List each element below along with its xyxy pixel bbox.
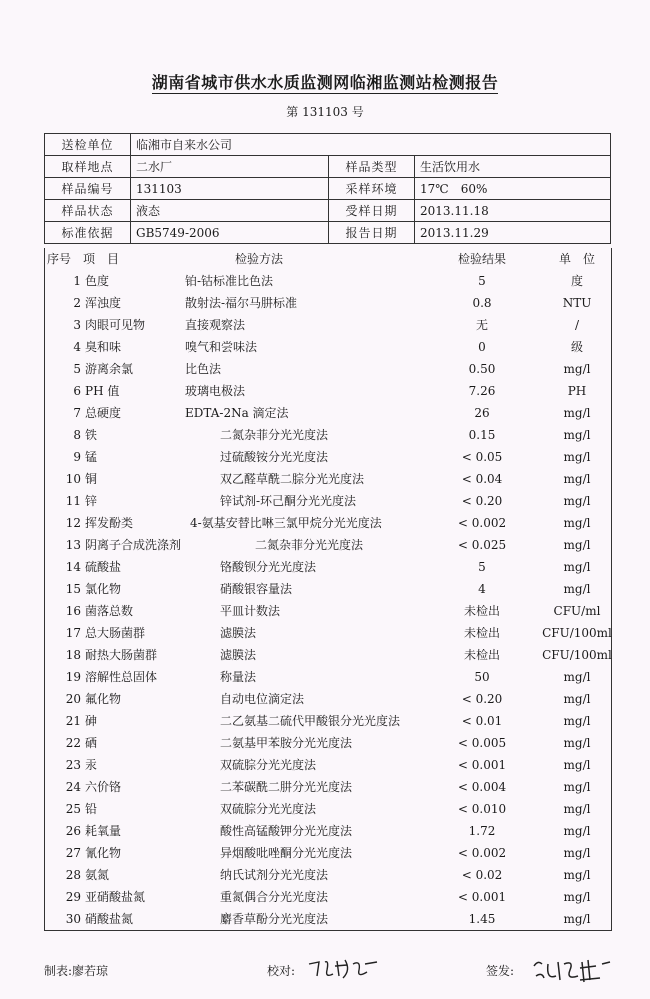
item-number: 22 (65, 736, 81, 750)
item-unit: NTU (562, 296, 592, 310)
item-name: 臭和味 (85, 340, 122, 354)
table-row (45, 798, 611, 820)
header-result: 检验结果 (457, 252, 506, 266)
item-result: 4 (478, 582, 486, 596)
item-number: 17 (65, 626, 81, 640)
item-unit: mg/l (563, 428, 591, 442)
item-number: 13 (65, 538, 81, 552)
item-unit: mg/l (563, 362, 591, 376)
site-label: 取样地点 (45, 156, 131, 178)
item-number: 6 (73, 384, 81, 398)
item-result: < 0.20 (461, 692, 503, 706)
standard-label: 标准依据 (45, 222, 131, 244)
client-label: 送检单位 (45, 134, 131, 156)
item-name: 氟化物 (85, 692, 122, 706)
sample-id-value: 131103 (131, 178, 329, 200)
table-row (45, 578, 611, 600)
item-number: 14 (65, 560, 81, 574)
item-result: 0.15 (468, 428, 496, 442)
item-number: 25 (65, 802, 81, 816)
item-number: 26 (65, 824, 81, 838)
item-unit: mg/l (563, 582, 591, 596)
item-method: 纳氏试剂分光光度法 (220, 868, 329, 882)
header-method: 检验方法 (235, 252, 284, 266)
item-number: 1 (73, 274, 81, 288)
env-value: 17℃ 60% (415, 178, 611, 200)
item-name: 耗氧量 (85, 824, 122, 838)
item-name: 氯化物 (85, 582, 122, 596)
item-name: 挥发酚类 (85, 516, 134, 530)
item-unit: PH (567, 384, 587, 398)
results-table (44, 248, 612, 931)
item-number: 19 (65, 670, 81, 684)
env-label: 采样环境 (329, 178, 415, 200)
item-method: 双硫腙分光光度法 (220, 802, 317, 816)
item-method: 称量法 (220, 670, 257, 684)
table-row (45, 754, 611, 776)
item-result: < 0.02 (461, 868, 503, 882)
item-method: EDTA-2Na 滴定法 (185, 406, 289, 420)
item-unit: CFU/100ml (542, 648, 612, 662)
item-method: 散射法-福尔马肼标准 (185, 296, 298, 310)
sample-type-label: 样品类型 (329, 156, 415, 178)
report-date-label: 报告日期 (329, 222, 415, 244)
table-row (45, 908, 611, 930)
results-header (45, 248, 611, 270)
item-result: 0 (478, 340, 486, 354)
table-row (45, 776, 611, 798)
sample-id-label: 样品编号 (45, 178, 131, 200)
item-name: 汞 (85, 758, 98, 772)
prepared-by: 制表:廖若琼 (44, 964, 109, 978)
item-method: 自动电位滴定法 (220, 692, 305, 706)
item-unit: mg/l (563, 406, 591, 420)
reviewer-signature (305, 956, 385, 982)
item-number: 4 (73, 340, 81, 354)
item-method: 二苯碳酰二肼分光光度法 (220, 780, 353, 794)
item-unit: / (574, 318, 580, 332)
item-name: 色度 (85, 274, 110, 288)
item-method: 二氮杂菲分光光度法 (255, 538, 364, 552)
state-label: 样品状态 (45, 200, 131, 222)
item-method: 直接观察法 (185, 318, 246, 332)
item-method: 异烟酸吡唑酮分光光度法 (220, 846, 353, 860)
item-unit: mg/l (563, 692, 591, 706)
item-number: 3 (73, 318, 81, 332)
item-result: 无 (475, 318, 488, 332)
item-result: < 0.010 (457, 802, 507, 816)
item-method: 二氨基甲苯胺分光光度法 (220, 736, 353, 750)
item-result: 5 (478, 274, 486, 288)
item-result: < 0.004 (457, 780, 507, 794)
item-unit: mg/l (563, 516, 591, 530)
item-result: < 0.04 (461, 472, 503, 486)
item-number: 16 (65, 604, 81, 618)
table-row (45, 292, 611, 314)
item-unit: mg/l (563, 450, 591, 464)
item-result: 未检出 (463, 648, 500, 662)
table-row (45, 446, 611, 468)
item-unit: mg/l (563, 890, 591, 904)
table-row (45, 468, 611, 490)
item-name: 亚硝酸盐氮 (85, 890, 146, 904)
item-number: 20 (65, 692, 81, 706)
item-method: 平皿计数法 (220, 604, 281, 618)
table-row (45, 622, 611, 644)
item-unit: mg/l (563, 714, 591, 728)
item-method: 重氮偶合分光光度法 (220, 890, 329, 904)
item-number: 18 (65, 648, 81, 662)
item-result: < 0.002 (457, 846, 507, 860)
item-method: 滤膜法 (220, 648, 257, 662)
item-unit: mg/l (563, 538, 591, 552)
item-name: 六价铬 (85, 780, 122, 794)
table-row (45, 710, 611, 732)
table-row (45, 842, 611, 864)
table-row (45, 424, 611, 446)
reviewer-label: 校对: (267, 964, 296, 978)
item-number: 29 (65, 890, 81, 904)
item-name: 砷 (85, 714, 98, 728)
item-unit: mg/l (563, 560, 591, 574)
table-row (45, 886, 611, 908)
item-method: 麝香草酚分光光度法 (220, 912, 329, 926)
item-number: 7 (73, 406, 81, 420)
item-name: 铅 (85, 802, 98, 816)
item-number: 21 (65, 714, 81, 728)
sample-info-table (44, 133, 611, 244)
header-unit: 单 位 (558, 252, 595, 266)
item-method: 二乙氨基二硫代甲酸银分光光度法 (220, 714, 401, 728)
item-unit: mg/l (563, 780, 591, 794)
item-method: 硝酸银容量法 (220, 582, 293, 596)
item-result: < 0.001 (457, 758, 507, 772)
item-unit: 级 (570, 340, 583, 354)
item-number: 27 (65, 846, 81, 860)
item-method: 二氮杂菲分光光度法 (220, 428, 329, 442)
item-name: 总大肠菌群 (85, 626, 146, 640)
table-row (45, 534, 611, 556)
item-name: 游离余氯 (85, 362, 134, 376)
item-number: 30 (65, 912, 81, 926)
item-method: 锌试剂-环己酮分光光度法 (220, 494, 357, 508)
approver-signature (530, 956, 616, 986)
item-unit: mg/l (563, 670, 591, 684)
item-method: 嗅气和尝味法 (185, 340, 258, 354)
item-number: 12 (65, 516, 81, 530)
item-unit: mg/l (563, 802, 591, 816)
report-title: 湖南省城市供水水质监测网临湘监测站检测报告 (151, 73, 499, 92)
item-name: 锰 (85, 450, 98, 464)
table-row (45, 820, 611, 842)
item-method: 双硫腙分光光度法 (220, 758, 317, 772)
item-result: < 0.05 (461, 450, 503, 464)
table-row (45, 270, 611, 292)
item-unit: CFU/100ml (542, 626, 612, 640)
item-name: 氨氮 (85, 868, 110, 882)
table-row (45, 600, 611, 622)
item-method: 比色法 (185, 362, 222, 376)
standard-value: GB5749-2006 (131, 222, 329, 244)
item-name: 硫酸盐 (85, 560, 122, 574)
item-number: 24 (65, 780, 81, 794)
item-result: 未检出 (463, 626, 500, 640)
item-number: 23 (65, 758, 81, 772)
item-name: 硝酸盐氮 (85, 912, 134, 926)
item-method: 酸性高锰酸钾分光光度法 (220, 824, 353, 838)
item-method: 玻璃电极法 (185, 384, 246, 398)
item-unit: mg/l (563, 824, 591, 838)
item-unit: mg/l (563, 846, 591, 860)
item-method: 过硫酸铵分光光度法 (220, 450, 329, 464)
item-result: < 0.002 (457, 516, 507, 530)
report-date-value: 2013.11.29 (415, 222, 611, 244)
item-method: 铂-钴标准比色法 (185, 274, 274, 288)
report-number: 第 131103 号 (286, 105, 364, 119)
table-row (45, 732, 611, 754)
item-unit: mg/l (563, 758, 591, 772)
item-result: 7.26 (468, 384, 496, 398)
received-date-value: 2013.11.18 (415, 200, 611, 222)
item-number: 9 (73, 450, 81, 464)
item-result: < 0.01 (461, 714, 503, 728)
state-value: 液态 (131, 200, 329, 222)
item-result: < 0.20 (461, 494, 503, 508)
item-result: 1.45 (468, 912, 496, 926)
item-name: 菌落总数 (85, 604, 134, 618)
site-value: 二水厂 (131, 156, 329, 178)
item-name: 总硬度 (85, 406, 122, 420)
item-name: 氰化物 (85, 846, 122, 860)
item-result: < 0.001 (457, 890, 507, 904)
item-result: < 0.005 (457, 736, 507, 750)
table-row (45, 380, 611, 402)
item-name: 浑浊度 (85, 296, 122, 310)
approver-label: 签发: (486, 964, 515, 978)
item-method: 滤膜法 (220, 626, 257, 640)
item-name: 铁 (85, 428, 98, 442)
item-result: 0.8 (472, 296, 492, 310)
item-unit: mg/l (563, 472, 591, 486)
item-name: 铜 (85, 472, 98, 486)
table-row (45, 666, 611, 688)
item-name: PH 值 (85, 384, 120, 398)
table-row (45, 512, 611, 534)
item-name: 溶解性总固体 (85, 670, 158, 684)
item-method: 双乙醛草酰二腙分光光度法 (220, 472, 365, 486)
item-unit: mg/l (563, 868, 591, 882)
table-row (45, 644, 611, 666)
client-value: 临湘市自来水公司 (131, 134, 611, 156)
table-row (45, 556, 611, 578)
item-result: 50 (474, 670, 490, 684)
item-result: 0.50 (468, 362, 496, 376)
item-unit: CFU/ml (553, 604, 601, 618)
item-number: 2 (73, 296, 81, 310)
item-unit: 度 (570, 274, 583, 288)
item-name: 锌 (85, 494, 98, 508)
item-result: < 0.025 (457, 538, 507, 552)
received-date-label: 受样日期 (329, 200, 415, 222)
table-row (45, 314, 611, 336)
item-result: 1.72 (468, 824, 496, 838)
table-row (45, 490, 611, 512)
table-row (45, 358, 611, 380)
item-unit: mg/l (563, 494, 591, 508)
item-unit: mg/l (563, 912, 591, 926)
item-number: 28 (65, 868, 81, 882)
item-result: 5 (478, 560, 486, 574)
item-number: 11 (65, 494, 81, 508)
item-unit: mg/l (563, 736, 591, 750)
table-row (45, 864, 611, 886)
item-method: 4-氨基安替比啉三氯甲烷分光光度法 (190, 516, 382, 530)
item-method: 铬酸钡分光光度法 (220, 560, 317, 574)
item-name: 耐热大肠菌群 (85, 648, 158, 662)
sample-type-value: 生活饮用水 (415, 156, 611, 178)
header-no-item: 序号 项 目 (47, 252, 120, 266)
table-row (45, 336, 611, 358)
item-number: 15 (65, 582, 81, 596)
table-row (45, 688, 611, 710)
item-name: 阴离子合成洗涤剂 (85, 538, 182, 552)
item-number: 5 (73, 362, 81, 376)
item-number: 10 (65, 472, 81, 486)
item-name: 肉眼可见物 (85, 318, 146, 332)
item-result: 未检出 (463, 604, 500, 618)
item-number: 8 (73, 428, 81, 442)
item-result: 26 (474, 406, 490, 420)
item-name: 硒 (85, 736, 98, 750)
table-row (45, 402, 611, 424)
signature-footer (0, 956, 650, 986)
